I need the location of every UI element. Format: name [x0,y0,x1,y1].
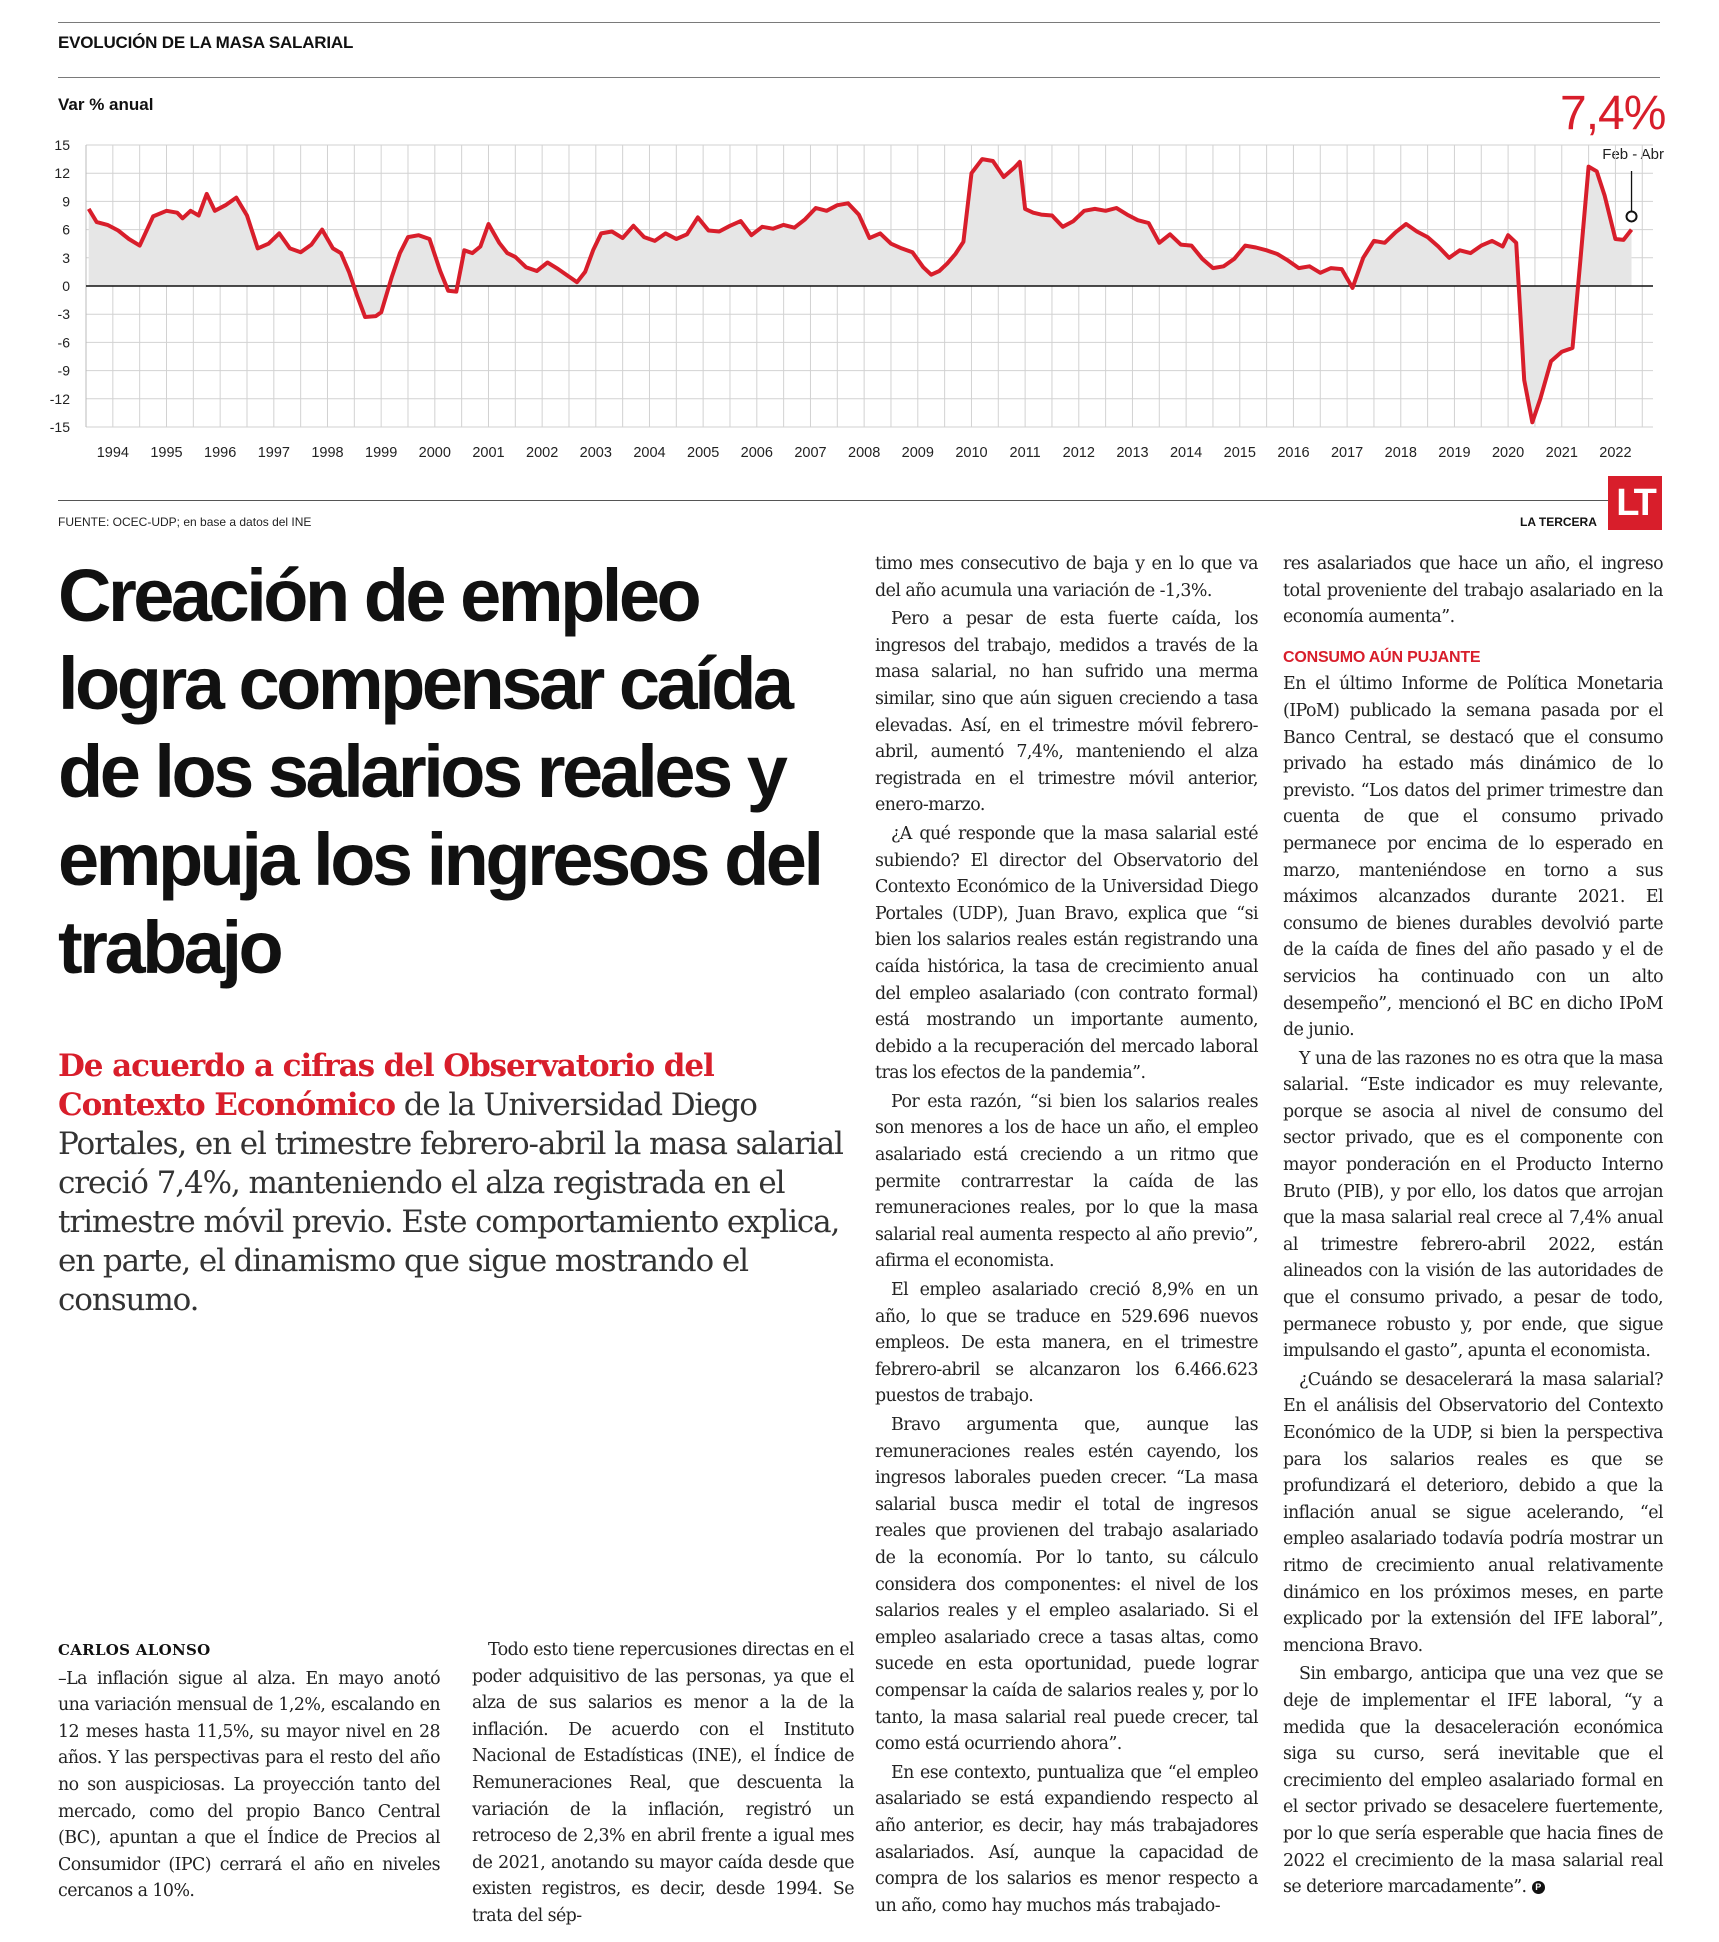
y-tick-label: -12 [49,390,70,407]
x-tick-label: 1999 [365,445,398,461]
y-tick-label: -15 [49,419,70,435]
lead-text: de la Universidad Diego Portales, en el trimestre febrero-abril la masa salarial creció 7,4%, manteniendo el alza registrada en el trimestre móvil previo. Este comportamiento explica, en parte, el dinamismo que sigue mostrando el consumo. [58,1087,843,1318]
top-rule [58,22,1660,23]
y-tick-label: 0 [62,278,70,294]
body-paragraph: En ese contexto, puntualiza que “el empleo asalariado se está expandiendo respecto al año anterior, es decir, hay más trabajadores asalariados. Así, aunque la capacidad de compra de los salarios es menor respecto a un año, como hay muchos más trabajado- [875,1762,1258,1916]
x-tick-label: 1996 [204,445,237,461]
body-paragraph: res asalariados que hace un año, el ingreso total proveniente del trabajo asalariado en la economía aumenta”. [1283,554,1663,628]
chart-y-label: Var % anual [58,95,154,114]
highlight-period: Feb - Abr [1602,146,1664,163]
x-tick-label: 2005 [687,445,720,461]
x-tick-label: 2002 [526,445,559,461]
chart-x-axis [97,445,1632,461]
y-tick-label: 9 [62,193,70,210]
y-tick-label: -6 [57,334,70,351]
body-paragraph: Bravo argumenta que, aunque las remuneraciones reales estén cayendo, los ingresos laborales pueden crecer. “La masa salarial busca medir el total de ingresos reales que provienen del trabajo asalariado de la economía. Por lo tanto, su cálculo considera dos componentes: el nivel de los salarios reales y el empleo asalariado. Si el empleo asalariado crece a tasas altas, como sucede en esta oportunidad, puede lograr compensar la caída de salarios reales y, por lo tanto, la masa salarial real puede crecer, tal como está ocurriendo ahora”. [875,1415,1258,1755]
lead-paragraph [58,1047,858,1320]
y-tick-label: 12 [54,165,70,182]
x-tick-label: 2010 [955,445,988,461]
subheading: CONSUMO AÚN PUJANTE [1283,648,1481,666]
body-paragraph [1283,1661,1663,1900]
chart-y-axis [50,137,70,435]
x-tick-label: 2006 [740,445,773,461]
y-tick-label: -3 [57,306,70,323]
chart-series-line [89,159,1632,422]
salary-mass-chart [49,135,1658,465]
chart-title: EVOLUCIÓN DE LA MASA SALARIAL [58,33,354,52]
x-tick-label: 2016 [1277,445,1310,461]
chart-source: FUENTE: OCEC-UDP; en base a datos del INE [58,515,312,529]
x-tick-label: 2014 [1169,445,1203,461]
byline: CARLOS ALONSO [58,1641,211,1659]
brand-logo: LT [1608,476,1662,530]
x-tick-label: 2018 [1384,445,1417,461]
body-paragraph: El empleo asalariado creció 8,9% en un año, lo que se traduce en 529.696 nuevos empleos. De esta manera, en el trimestre febrero-abril se alcanzaron los 6.466.623 puestos de trabajo. [875,1280,1258,1407]
x-tick-label: 2012 [1062,445,1095,461]
y-tick-label: 6 [62,221,70,238]
y-tick-label: 3 [62,249,70,266]
body-paragraph: Por esta razón, “si bien los salarios reales son menores a los de hace un año, el empleo asalariado está creciendo a un ritmo que permite contrarrestar la caída de las remuneraciones reales, por lo que la masa salarial real aumenta respecto al año previo”, afirma el economista. [875,1091,1258,1272]
x-tick-label: 1998 [311,445,344,461]
x-tick-label: 2000 [418,445,451,461]
body-column-4 [1283,551,1663,1903]
x-tick-label: 1994 [96,445,129,461]
chart-area-fill [89,159,1632,422]
x-tick-label: 2017 [1330,445,1364,461]
brand-name: LA TERCERA [1520,515,1597,529]
x-tick-label: 2013 [1116,445,1149,461]
headline: Creación de empleo logra compensar caída de los salarios reales y empuja los ingresos del trabajo [58,554,821,989]
x-tick-label: 1995 [150,445,183,461]
x-tick-label: 2009 [901,445,934,461]
title-rule [58,77,1660,78]
highlight-marker [1627,211,1637,221]
x-tick-label: 2004 [633,445,666,461]
x-tick-label: 2003 [579,445,612,461]
body-paragraph: –La inflación sigue al alza. En mayo anotó una variación mensual de 1,2%, escalando en 12 meses hasta 11,5%, su mayor nivel en 28 años. Y las perspectivas para el resto del año no son auspiciosas. La proyección tanto del mercado, como del propio Banco Central (BC), apuntan a que el Índice de Precios al Consumidor (IPC) cerrará el año en niveles cercanos a 10%. [58,1668,440,1902]
highlight-value: 7,4% [1560,87,1666,140]
body-column-1 [58,1637,440,1907]
chart-points [89,159,1632,422]
end-mark-icon: P [1532,1881,1545,1894]
body-paragraph: Todo esto tiene repercusiones directas en el poder adquisitivo de las personas, ya que el alza de sus salarios es menor a la de la inflación. De acuerdo con el Instituto Nacional de Estadísticas (INE), el Índice de Remuneraciones Real, que descuenta la variación de la inflación, registró un retroceso de 2,3% en abril frente a igual mes de 2021, anotando su mayor caída desde que existen registros, es decir, desde 1994. Se trata del sép- [472,1640,854,1926]
lead-highlight: De acuerdo a cifras del Observatorio del Contexto Económico [58,1048,714,1123]
x-tick-label: 1997 [257,445,290,461]
body-paragraph: timo mes consecutivo de baja y en lo que va del año acumula una variación de -1,3%. [875,554,1258,601]
x-tick-label: 2015 [1223,445,1256,461]
body-paragraph: Y una de las razones no es otra que la masa salarial. “Este indicador es muy relevante, porque se asocia al nivel de consumo del sector privado, que es el componente con mayor ponderación en el Producto Interno Bruto (PIB), y por ello, los datos que arrojan que la masa salarial real crece al 7,4% anual al trimestre febrero-abril 2022, están alineados con la visión de las autoridades de que el consumo privado, a pesar de todo, permanece robusto y, por ende, que sigue impulsando el gasto”, apunta el economista. [1283,1048,1663,1362]
x-tick-label: 2022 [1599,445,1632,461]
x-tick-label: 2011 [1009,445,1041,461]
body-paragraph: ¿Cuándo se desacelerará la masa salarial? En el análisis del Observatorio del Contexto Económico de la UDP, si bien la perspectiva para los salarios reales es que se profundizará el deterioro, debido a que la inflación anual se sigue acelerando, “el empleo asalariado todavía podría mostrar un ritmo de crecimiento anual relativamente dinámico en los próximos meses, en parte explicado por la extensión del IFE laboral”, menciona Bravo. [1283,1369,1663,1656]
y-tick-label: 15 [54,137,70,153]
x-tick-label: 2007 [794,445,827,461]
x-tick-label: 2020 [1491,445,1525,461]
closing-text: Sin embargo, anticipa que una vez que se deje de implementar el IFE laboral, “y a medida que la desaceleración económica siga su curso, será inevitable que el crecimiento del empleo asalariado formal en el sector privado se desacelere fuertemente, por lo que sería esperable que hacia fines de 2022 el crecimiento de la masa salarial real se deteriore marcadamente”. [1283,1664,1663,1898]
body-paragraph: Pero a pesar de esta fuerte caída, los ingresos del trabajo, medidos a través de la masa salarial, no han sufrido una merma similar, sino que aún siguen creciendo a tasa elevadas. Así, en el trimestre móvil febrero-abril, aumentó 7,4%, manteniendo el alza registrada en el trimestre móvil anterior, enero-marzo. [875,609,1258,816]
chart-bottom-rule [58,500,1660,501]
body-paragraph: En el último Informe de Política Monetaria (IPoM) publicado la semana pasada por el Banco Central, se destacó que el consumo privado ha estado más dinámico de lo previsto. “Los datos del primer trimestre dan cuenta de que el consumo privado permanece por encima de lo esperado en marzo, manteniéndose en torno a sus máximos alcanzados durante 2021. El consumo de bienes durables devolvió parte de la caída de fines del año pasado y el de servicios ha continuado con un alto desempeño”, mencionó el BC en dicho IPoM de junio. [1283,674,1663,1041]
x-tick-label: 2001 [472,445,505,461]
y-tick-label: -9 [57,362,70,379]
x-tick-label: 2008 [848,445,881,461]
body-column-3 [875,551,1258,1921]
x-tick-label: 2019 [1438,445,1471,461]
body-paragraph: ¿A qué responde que la masa salarial esté subiendo? El director del Observatorio del Contexto Económico de la Universidad Diego Portales (UDP), Juan Bravo, explica que “si bien los salarios reales están registrando una caída histórica, la tasa de crecimiento anual del empleo asalariado (con contrato formal) está mostrando un importante aumento, debido a la recuperación del mercado laboral tras los efectos de la pandemia”. [875,823,1258,1084]
x-tick-label: 2021 [1545,445,1578,461]
body-column-2 [472,1637,854,1932]
